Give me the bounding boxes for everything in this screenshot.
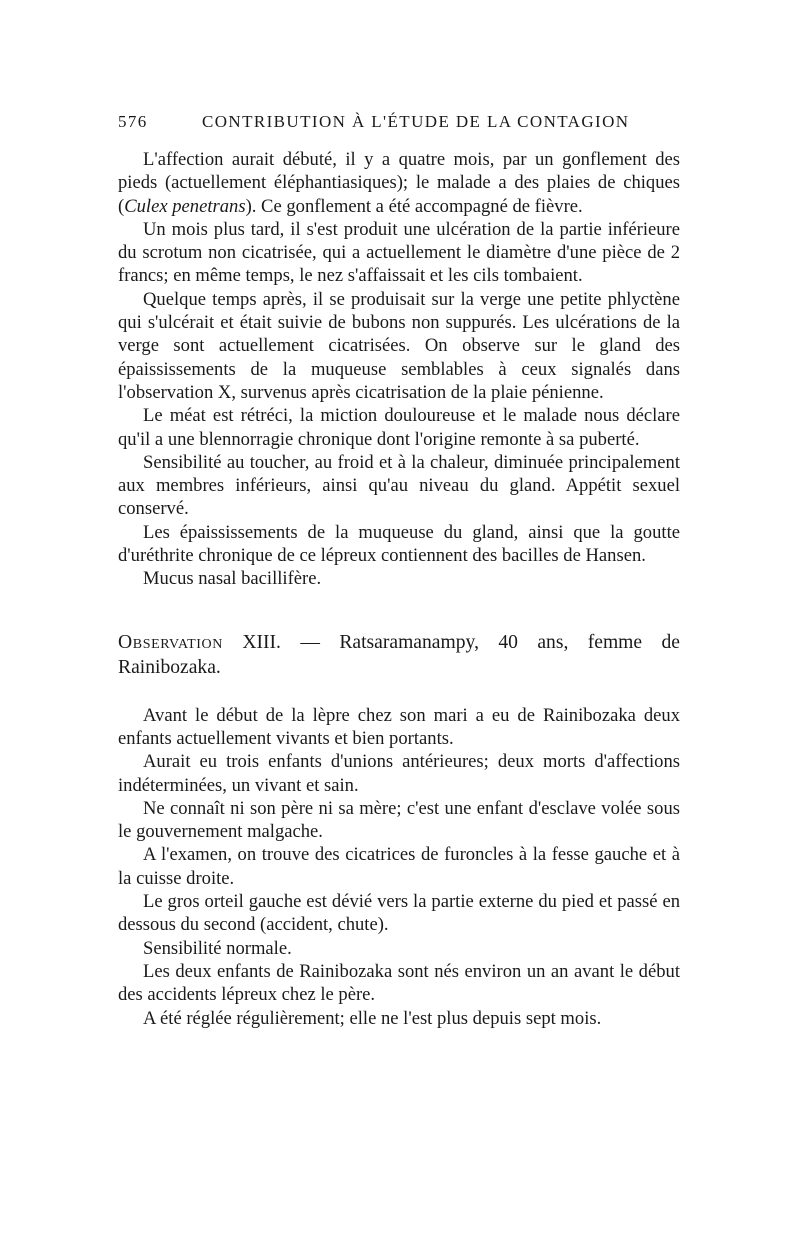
paragraph-scrotum: Un mois plus tard, il s'est produit une ulcération de la partie inférieure du scrotum non cicatrisée, qui a actuellement le diamètre d'une pièce de 2 francs; en même temps, le nez s'affaissait et les cils tombaient.: [118, 218, 680, 287]
paragraph-sensibility: Sensibilité au toucher, au froid et à la chaleur, diminuée principalement aux membres inférieurs, ainsi qu'au niveau du gland. Appétit sexuel conservé.: [118, 451, 680, 520]
observation-title: XIII. — Ratsaramanampy, 40 ans, femme de Rainibozaka.: [118, 631, 680, 678]
paragraph-meat: Le méat est rétréci, la miction douloureuse et le malade nous déclare qu'il a une blennorragie chronique dont l'origine remonte à sa puberté.: [118, 405, 680, 450]
paragraph-onset-text-end: ). Ce gonflement a été accompagné de fièvre.: [245, 195, 583, 217]
paragraph-toe: Le gros orteil gauche est dévié vers la partie externe du pied et passé en dessous du second (accident, chute).: [118, 891, 680, 936]
paragraph-normal-sensibility: Sensibilité normale.: [143, 937, 292, 959]
paragraph-mucus: Mucus nasal bacillifère.: [143, 568, 322, 590]
paragraph-onset: [118, 148, 680, 218]
running-header: [118, 112, 680, 148]
paragraph-examination: A l'examen, on trouve des cicatrices de furoncles à la fesse gauche et à la cuisse droite.: [118, 844, 680, 889]
paragraph-verge: Quelque temps après, il se produisait sur la verge une petite phlyctène qui s'ulcérait et était suivie de bubons non suppurés. Les ulcérations de la verge sont actuellement cicatrisées. On observe sur le gland des épaississements de la muqueuse semblables à ceux signalés dans l'observation X, survenus après cicatrisation de la plaie pénienne.: [118, 288, 680, 403]
paragraph-children-born: Les deux enfants de Rainibozaka sont nés environ un an avant le début des accidents lépreux chez le père.: [118, 960, 680, 1006]
observation-heading: [118, 630, 680, 680]
species-name: Culex penetrans: [124, 195, 246, 217]
paragraph-prior-unions: Aurait eu trois enfants d'unions antérieures; deux morts d'affections indéterminées, un vivant et sain.: [118, 751, 680, 796]
observation-label: Observation: [118, 631, 223, 653]
running-title: CONTRIBUTION À L'ÉTUDE DE LA CONTAGION: [202, 112, 630, 131]
paragraph-onset-text: L'affection aurait débuté, il y a quatre mois, par un gonflement des pieds (actuellement éléphantiasiques); le malade a des plaies de chiques (: [118, 149, 680, 217]
book-page: [118, 112, 680, 1030]
page-number: 576: [118, 112, 148, 131]
paragraph-bacilli: Les épaississements de la muqueuse du gland, ainsi que la goutte d'uréthrite chronique de ce lépreux contiennent des bacilles de Hansen.: [118, 521, 680, 567]
paragraph-children: Avant le début de la lèpre chez son mari a eu de Rainibozaka deux enfants actuellement vivants et bien portants.: [118, 704, 680, 749]
paragraph-menses: A été réglée régulièrement; elle ne l'est plus depuis sept mois.: [143, 1007, 602, 1029]
paragraph-parents: Ne connaît ni son père ni sa mère; c'est une enfant d'esclave volée sous le gouvernement malgache.: [118, 797, 680, 843]
